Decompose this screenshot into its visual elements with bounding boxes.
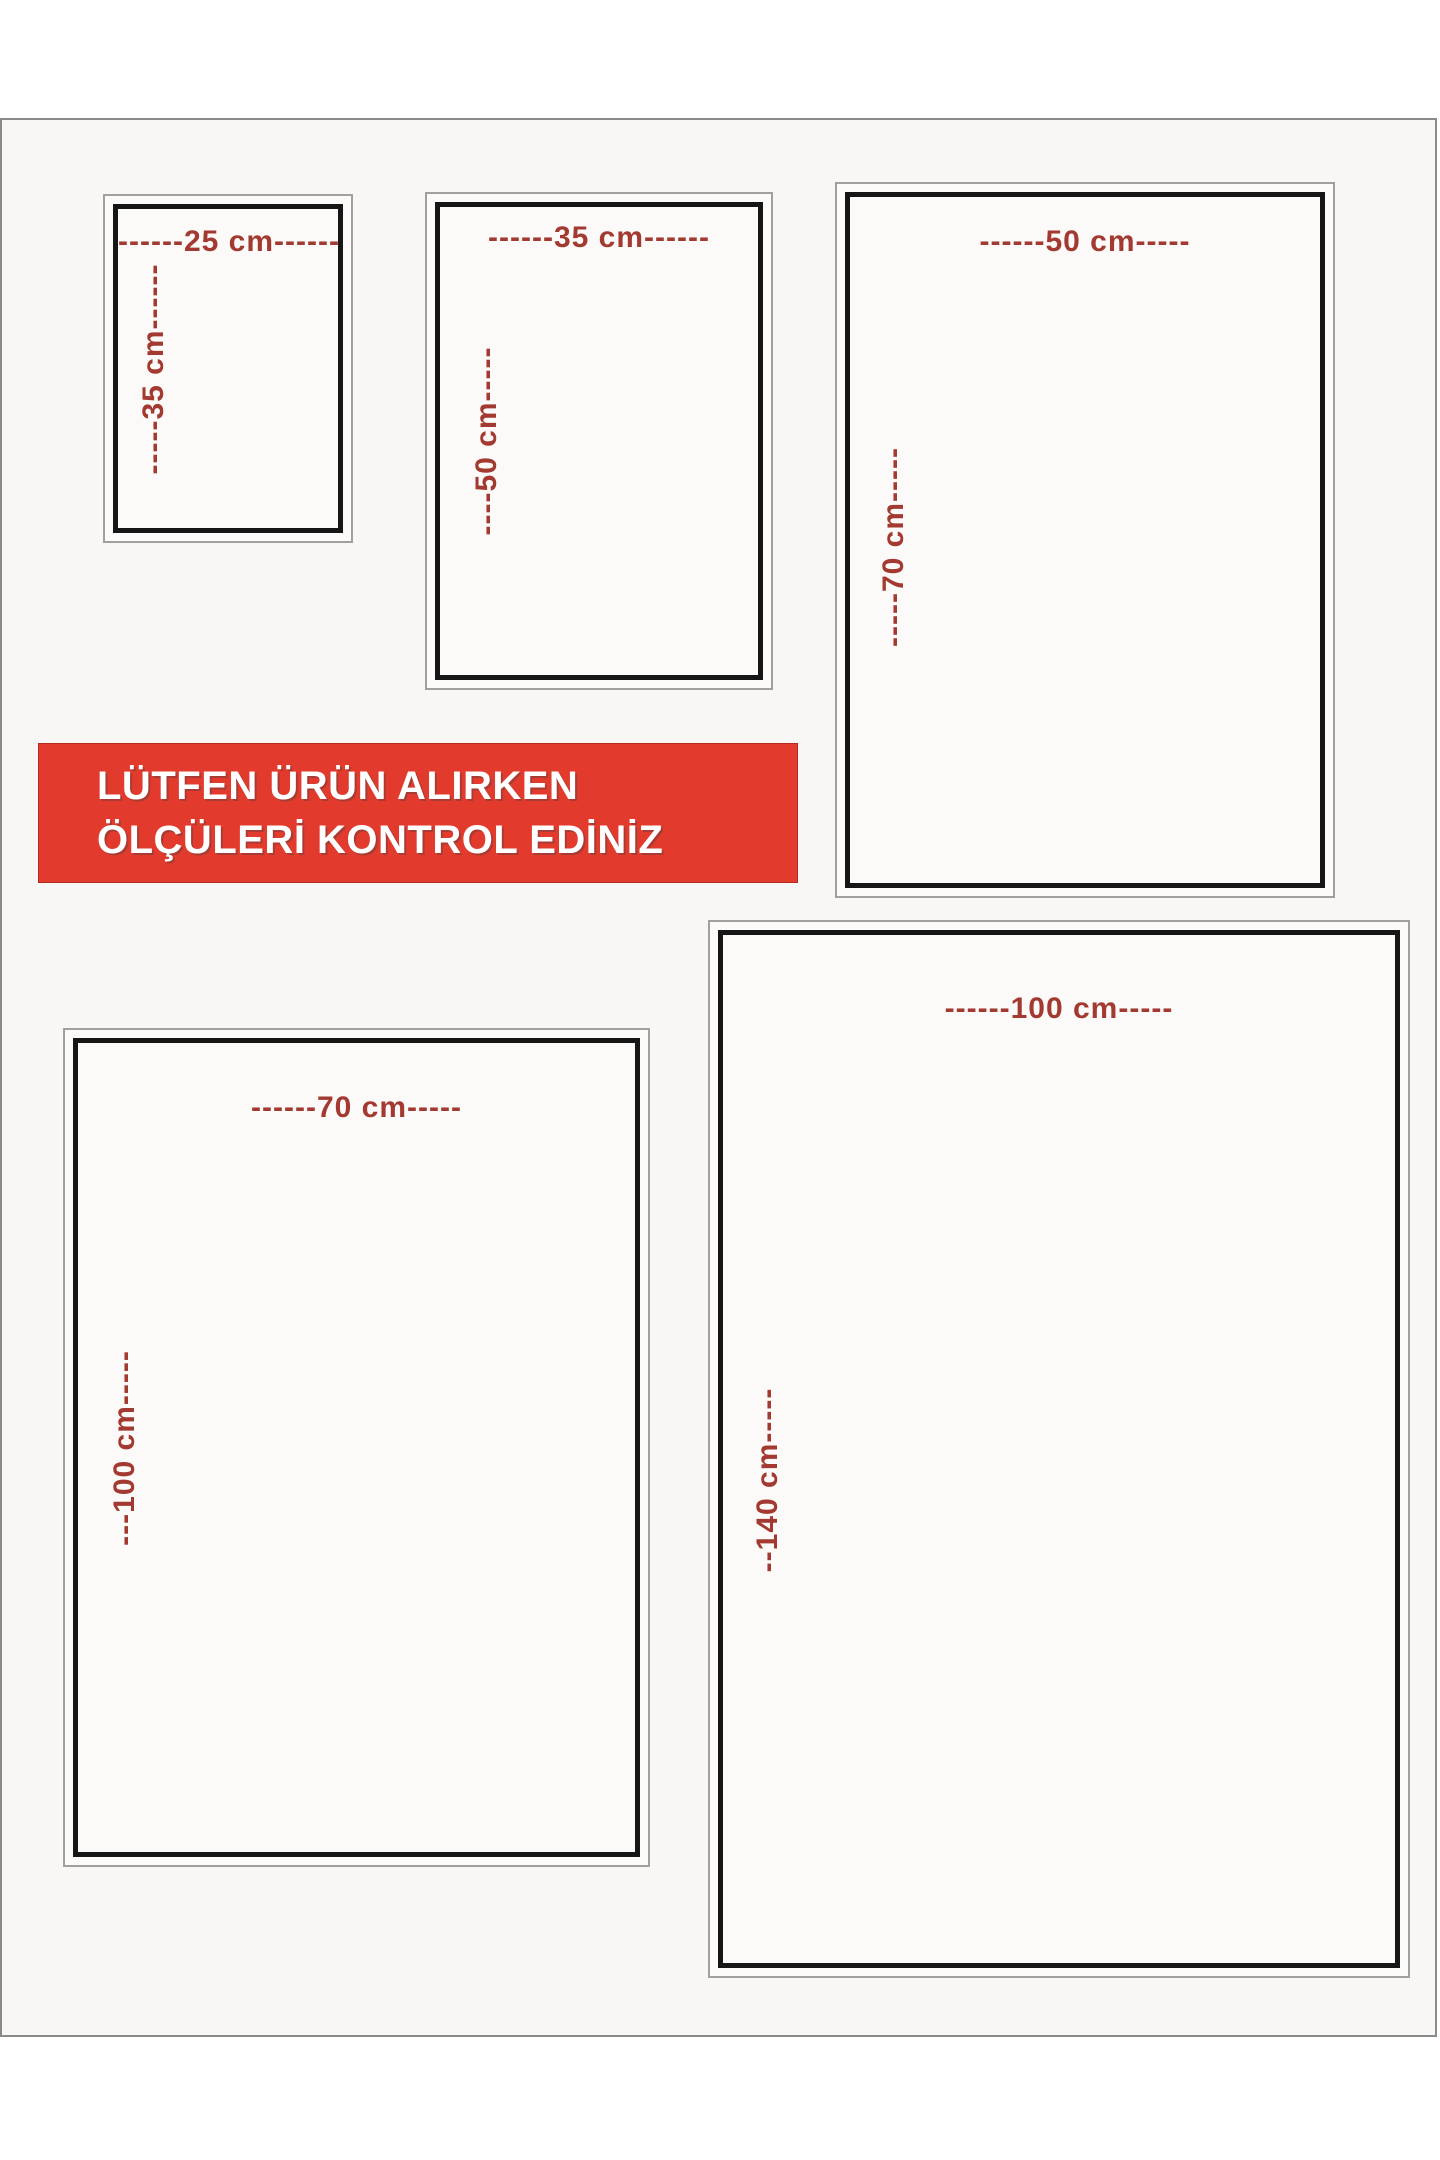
- size-box-25x35: [103, 194, 353, 543]
- height-dimension-label: -----70 cm-----: [877, 446, 910, 647]
- width-dimension-label: ------100 cm-----: [944, 992, 1174, 1025]
- size-box-70x100: [63, 1028, 650, 1867]
- width-dimension-label: ------25 cm------: [118, 225, 340, 258]
- size-box-100x140: [708, 920, 1410, 1978]
- size-box-70x100-inner-frame: [73, 1038, 640, 1857]
- size-box-25x35-inner-frame: [113, 204, 343, 533]
- height-dimension-label: ----50 cm-----: [470, 346, 503, 536]
- width-dimension-label: ------35 cm------: [488, 221, 710, 254]
- width-dimension-label: ------70 cm-----: [251, 1091, 462, 1124]
- size-box-100x140-inner-frame: [718, 930, 1400, 1968]
- size-box-50x70: [835, 182, 1335, 898]
- height-dimension-label: ---100 cm-----: [108, 1349, 141, 1546]
- size-box-35x50: [425, 192, 773, 690]
- size-box-50x70-inner-frame: [845, 192, 1325, 888]
- width-dimension-label: ------50 cm-----: [979, 225, 1191, 258]
- size-box-35x50-inner-frame: [435, 202, 763, 680]
- warning-banner: [38, 743, 798, 883]
- height-dimension-label: --140 cm-----: [751, 1387, 784, 1573]
- warning-banner-line1: LÜTFEN ÜRÜN ALIRKEN: [97, 764, 579, 808]
- height-dimension-label: -----35 cm------: [137, 263, 170, 474]
- warning-banner-line2: ÖLÇÜLERİ KONTROL EDİNİZ: [97, 818, 664, 862]
